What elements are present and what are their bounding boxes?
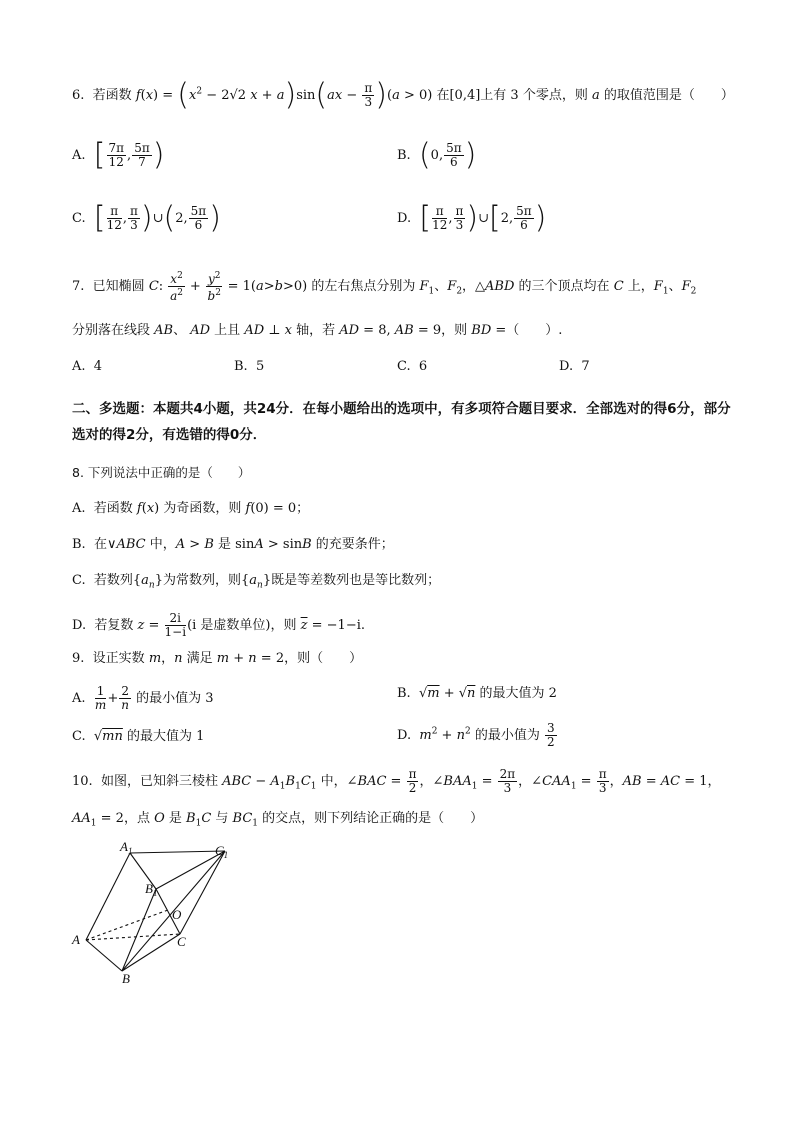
q8-option-d[interactable]: D. 若复数 z = $\frac{2i}{1-i}$ (i 是虚数单位)，则 $\overline{z} = -1-i$. [72,611,366,639]
prism-figure [60,838,260,988]
q6-option-c[interactable]: C. [ $\frac{\pi}{12}$ , $\frac{\pi}{3}$ )∪(2, $\frac{5\pi}{6}$ ) [72,200,221,236]
q10-stem-line2: $AA_1 = 2$，点 O 是 $B_1C$ 与 $BC_1$ 的交点，则下列结论正确的是（ ） [72,811,484,829]
q7-option-c[interactable]: C. 6 [397,359,428,374]
q6-stem: 6. 若函数 $f(x) = (x^2 - 2√2$ x + a)sin(ax − $\frac{\pi}{3}$ )(a > 0) 在[0,4]上有 3 个零点，则 a 的取值范围是（ ） [72,77,734,113]
label-b1: $B_1$ [145,881,158,898]
q7-option-a[interactable]: A. 4 [72,359,103,374]
label-a: A [72,932,80,947]
q6-option-b[interactable]: B. (0, $\frac{5\pi}{6}$ ) [397,137,477,173]
q10-stem-line1: 10. 如图，已知斜三棱柱 ABC − $A_1B_1C_1$ 中，∠BAC = $\frac{\pi}{2}$ ，$\angle BAA_1$ = $\frac{2\pi}{3}$ ，$\angle CAA_1$ = $\frac{\pi}{3}$ ，AB = AC = 1， [72,767,721,795]
q6-option-a[interactable]: A. [ $\frac{7\pi}{12}$ , $\frac{5\pi}{7}$ ) [72,137,165,173]
q8-option-a[interactable]: A. 若函数 f(x) 为奇函数，则 f(0) = 0； [72,501,310,516]
edge-b-b1 [122,889,156,971]
edge-b-c [122,934,180,971]
q8-option-c[interactable]: C. 若数列$\{a_n\}$为常数列，则$\{a_n\}$既是等差数列也是等比数列； [72,573,441,591]
q9-option-a[interactable]: A. $\frac{1}{m}$ + $\frac{2}{n}$ 的最小值为 3 [72,684,214,712]
label-c: C [177,934,186,949]
edge-a1-c1 [130,851,225,853]
q7-option-b-value: 5 [255,359,265,374]
q7-option-d-value: 7 [581,359,590,374]
label-c1: $C_1$ [215,843,229,860]
q9-option-d[interactable]: D. $m^2 + n^2$ 的最小值为 $\frac{3}{2}$ [397,721,555,749]
edge-a-a1 [86,853,130,940]
q9-option-b[interactable]: B. √m + √n 的最大值为 2 [397,686,557,701]
q8-stem: 8. 下列说法中正确的是（ ） [72,465,251,480]
q7-stem-line2: 分别落在线段 AB、 AD 上且 AD ⊥ x 轴，若 AD = 8, AB = 9，则 BD =（ ）. [72,323,563,338]
q7-option-d[interactable]: D. 7 [559,359,590,374]
q9-stem: 9. 设正实数 m，n 满足 m + n = 2，则（ ） [72,651,363,666]
section-heading: 二、多选题：本题共4小题，共24分．在每小题给出的选项中，有多项符合题目要求．全部选对的得6分，部分选对的得2分，有选错的得0分． [72,401,731,443]
edge-a-b [86,940,122,971]
q7-stem-line1: 7. 已知椭圆 C: $\frac{x^2}{a^2}$ + $\frac{y^2}{b^2}$ = 1(a>b>0) 的左右焦点分别为 $F_1$、$F_2$，△ABD 的三个顶点均在 C 上，$F_1$、$F_2$ [72,271,697,303]
label-a1: $A_1$ [120,839,133,856]
q6-option-d[interactable]: D. [ $\frac{\pi}{12}$ , $\frac{\pi}{3}$ )∪[2, $\frac{5\pi}{6}$ ) [397,200,547,236]
q7-option-a-value: 4 [93,359,103,374]
q9-option-c[interactable]: C. √mn 的最大值为 1 [72,729,205,744]
label-o: O [172,907,182,922]
q7-option-c-value: 6 [418,359,428,374]
q8-option-b[interactable]: B. 在∨ABC 中，A > B 是 sinA > sinB 的充要条件； [72,537,394,552]
label-b: B [122,971,130,986]
q7-option-b[interactable]: B. 5 [234,359,265,374]
